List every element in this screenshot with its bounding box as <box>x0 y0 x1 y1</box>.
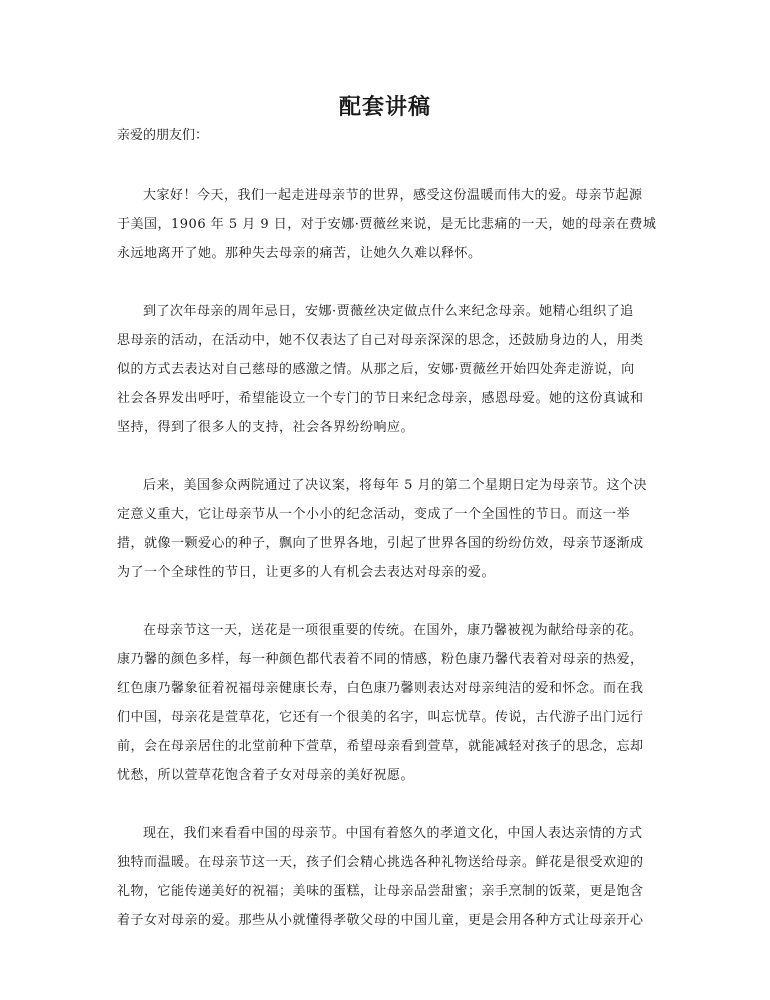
paragraph-line: 后来，美国参众两院通过了决议案，将每年 5 月的第二个星期日定为母亲节。这个决 <box>143 478 648 493</box>
paragraph-line: 忧愁，所以萱草花饱含着子女对母亲的美好祝愿。 <box>117 768 415 783</box>
paragraph-line: 于美国，1906 年 5 月 9 日，对于安娜·贾薇丝来说，是无比悲痛的一天，她的母亲在费城 <box>117 217 657 232</box>
paragraph-line: 在母亲节这一天，送花是一项很重要的传统。在国外，康乃馨被视为献给母亲的花。 <box>143 623 643 638</box>
paragraph-line: 现在，我们来看看中国的母亲节。中国有着悠久的孝道文化，中国人表达亲情的方式 <box>143 826 643 841</box>
paragraph-line: 红色康乃馨象征着祝福母亲健康长寿，白色康乃馨则表达对母亲纯洁的爱和怀念。而在我 <box>117 681 644 696</box>
paragraph-line: 社会各界发出呼吁，希望能设立一个专门的节日来纪念母亲，感恩母爱。她的这份真诚和 <box>117 391 644 406</box>
paragraph-line: 独特而温暖。在母亲节这一天，孩子们会精心挑选各种礼物送给母亲。鲜花是很受欢迎的 <box>117 855 644 870</box>
paragraph-line: 大家好！今天，我们一起走进母亲节的世界，感受这份温暖而伟大的爱。母亲节起源 <box>143 188 643 203</box>
greeting: 亲爱的朋友们： <box>117 128 209 143</box>
paragraph-line: 定意义重大，它让母亲节从一个小小的纪念活动，变成了一个全国性的节日。而这一举 <box>117 507 631 522</box>
paragraph-line: 着子女对母亲的爱。那些从小就懂得孝敬父母的中国儿童，更是会用各种方式让母亲开心 <box>117 913 644 928</box>
paragraph-line: 前，会在母亲居住的北堂前种下萱草，希望母亲看到萱草，就能减轻对孩子的思念，忘却 <box>117 739 644 754</box>
paragraph-line: 坚持，得到了很多人的支持，社会各界纷纷响应。 <box>117 420 415 435</box>
paragraph-1 <box>117 181 657 268</box>
paragraph-line: 措，就像一颗爱心的种子，飘向了世界各地，引起了世界各国的纷纷仿效，母亲节逐渐成 <box>117 536 644 551</box>
paragraph-3 <box>117 471 654 587</box>
paragraph-line: 礼物，它能传递美好的祝福；美味的蛋糕，让母亲品尝甜蜜；亲手烹制的饭菜，更是饱含 <box>117 884 644 899</box>
paragraph-line: 为了一个全球性的节日，让更多的人有机会去表达对母亲的爱。 <box>117 565 496 580</box>
paragraph-4 <box>117 616 654 790</box>
paragraph-5 <box>117 819 654 935</box>
paragraph-line: 似的方式去表达对自己慈母的感激之情。从那之后，安娜·贾薇丝开始四处奔走游说，向 <box>117 362 635 377</box>
paragraph-line: 康乃馨的颜色多样，每一种颜色都代表着不同的情感，粉色康乃馨代表着对母亲的热爱， <box>117 652 644 667</box>
paragraph-line: 永远地离开了她。那种失去母亲的痛苦，让她久久难以释怀。 <box>117 246 482 261</box>
paragraph-line: 思母亲的活动，在活动中，她不仅表达了自己对母亲深深的思念，还鼓励身边的人，用类 <box>117 333 644 348</box>
page-title: 配套讲稿 <box>338 94 431 120</box>
paragraph-line: 到了次年母亲的周年忌日，安娜·贾薇丝决定做点什么来纪念母亲。她精心组织了追 <box>143 304 634 319</box>
paragraph-line: 们中国，母亲花是萱草花，它还有一个很美的名字，叫忘忧草。传说，古代游子出门远行 <box>117 710 644 725</box>
document-body <box>117 181 657 964</box>
paragraph-2 <box>117 297 654 442</box>
